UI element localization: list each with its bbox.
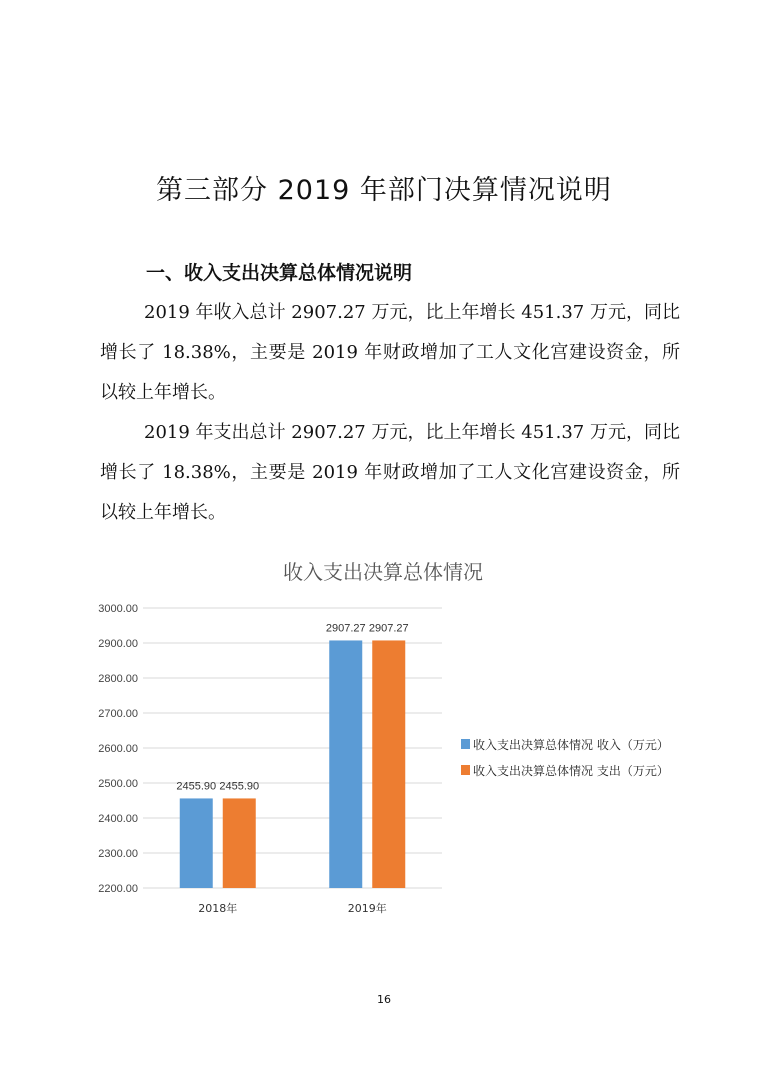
legend-swatch-expenditure (461, 765, 470, 775)
bar (223, 798, 256, 888)
legend-item-expenditure (461, 757, 669, 783)
y-tick-label: 2400.00 (98, 813, 138, 825)
section-heading: 一、收入支出决算总体情况说明 (146, 262, 413, 284)
chart-title-text: 收入支出决算总体情况 (283, 560, 483, 584)
y-tick-label: 2800.00 (98, 673, 138, 685)
bar (180, 798, 213, 888)
y-tick-label: 2700.00 (98, 708, 138, 720)
page-title: 第三部分 2019 年部门决算情况说明 (156, 175, 612, 206)
y-tick-label: 2500.00 (98, 778, 138, 790)
data-label: 2907.27 (368, 622, 409, 635)
y-tick-label: 2200.00 (98, 883, 138, 895)
data-label: 2907.27 (325, 622, 366, 635)
data-label: 2455.90 (219, 780, 260, 793)
legend-item-income (461, 731, 669, 757)
legend-label-income: 收入支出决算总体情况 收入（万元） (473, 737, 669, 752)
x-tick-label: 2019年 (347, 902, 387, 915)
page-number: 16 (377, 993, 391, 1006)
income-expenditure-chart (70, 548, 710, 928)
bar (372, 640, 405, 888)
bar (329, 640, 362, 888)
y-tick-label: 2900.00 (98, 638, 138, 650)
paragraph-income: 2019 年收入总计 2907.27 万元，比上年增长 451.37 万元，同比增长了 18.38%，主要是 2019 年财政增加了工人文化宫建设资金，所以较上年增长。 (100, 302, 680, 403)
paragraph-expenditure: 2019 年支出总计 2907.27 万元，比上年增长 451.37 万元，同比增长了 18.38%，主要是 2019 年财政增加了工人文化宫建设资金，所以较上年增长。 (100, 422, 680, 523)
legend-swatch-income (461, 739, 470, 749)
x-tick-label: 2018年 (198, 902, 238, 915)
y-tick-label: 2600.00 (98, 743, 138, 755)
chart-legend (461, 731, 669, 783)
legend-label-expenditure: 收入支出决算总体情况 支出（万元） (473, 763, 669, 778)
data-label: 2455.90 (176, 780, 217, 793)
y-tick-label: 3000.00 (98, 603, 138, 615)
y-tick-label: 2300.00 (98, 848, 138, 860)
